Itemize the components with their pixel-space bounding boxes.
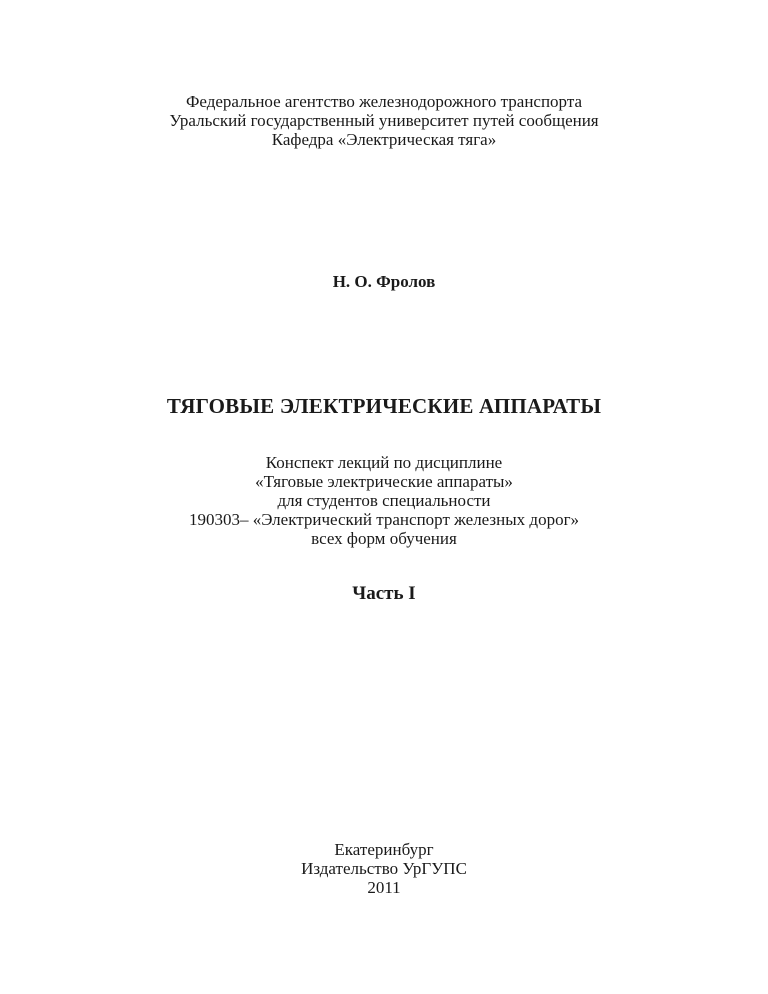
description-line: Конспект лекций по дисциплине xyxy=(265,453,503,472)
publisher-imprint xyxy=(0,840,768,897)
description-line: для студентов специальности xyxy=(277,491,491,510)
book-title: ТЯГОВЫЕ ЭЛЕКТРИЧЕСКИЕ АППАРАТЫ xyxy=(166,394,602,418)
university-line: Уральский государственный университет путей сообщения xyxy=(169,111,599,130)
imprint-publisher: Издательство УрГУПС xyxy=(301,859,467,878)
part-label: Часть I xyxy=(352,583,416,604)
department-line: Кафедра «Электрическая тяга» xyxy=(271,130,497,149)
imprint-city: Екатеринбург xyxy=(334,840,434,859)
course-description xyxy=(0,453,768,548)
author-name: Н. О. Фролов xyxy=(332,272,436,291)
institution-header xyxy=(0,92,768,149)
agency-line: Федеральное агентство железнодорожного транспорта xyxy=(185,92,583,111)
description-line: 190303– «Электрический транспорт железных дорог» xyxy=(188,510,580,529)
description-line: всех форм обучения xyxy=(311,529,457,548)
description-line: «Тяговые электрические аппараты» xyxy=(255,472,513,491)
imprint-year: 2011 xyxy=(367,878,401,897)
